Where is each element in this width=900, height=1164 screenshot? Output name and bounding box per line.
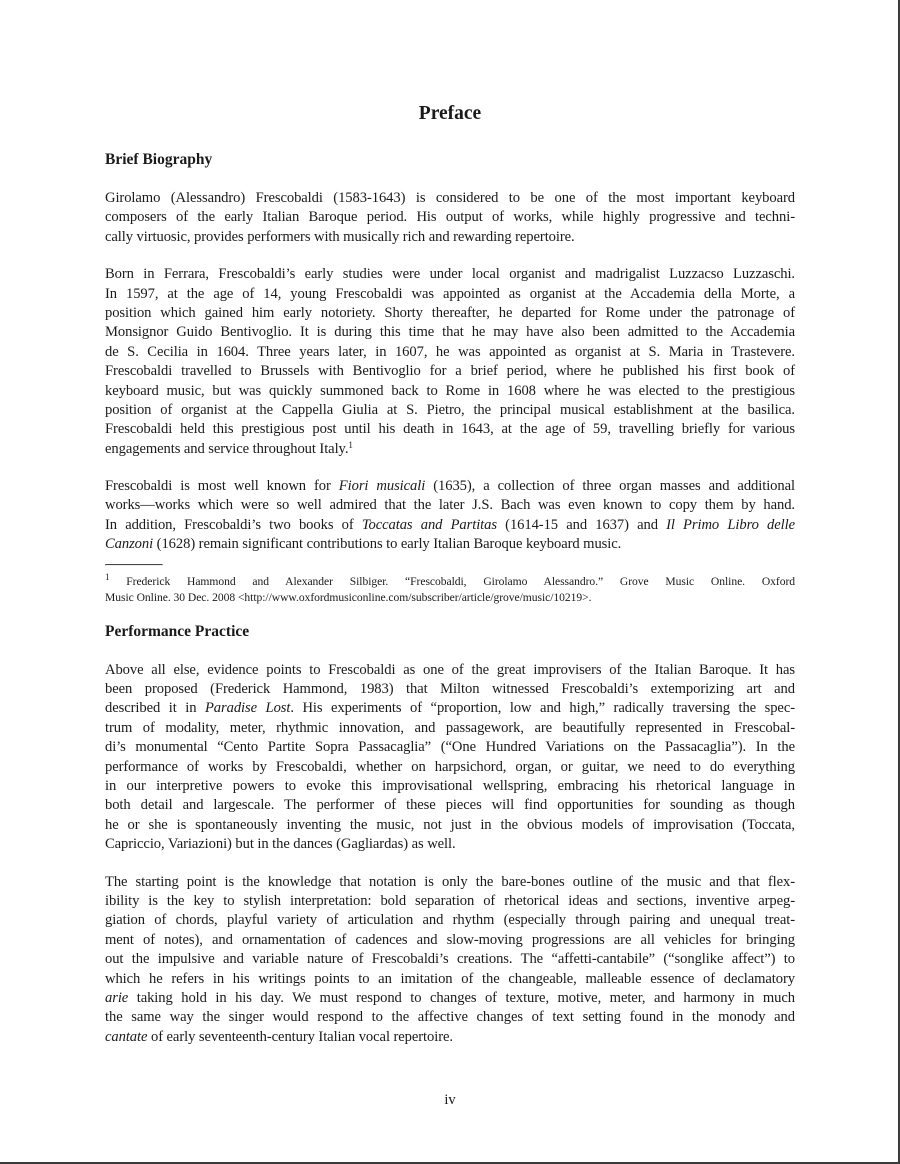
text-line: out the impulsive and variable nature of Frescobaldi’s creations. The “affetti-cantabile” (“songlike affect”) to [105, 951, 795, 968]
text-line: The starting point is the knowledge that notation is only the bare-bones outline of the music and that flex- [105, 873, 795, 890]
text-line: position of organist at the Cappella Giulia at S. Pietro, the principal musical establishment at the basilica. [105, 401, 795, 418]
italic-title: Fiori musicali [338, 478, 426, 495]
italic-title: Paradise Lost [204, 700, 291, 717]
text-line [105, 477, 795, 496]
italic-title: Il Primo Libro delle [666, 516, 795, 533]
text-run: (1635), a collection of three organ masses and additional [425, 478, 795, 495]
text-line: composers of the early Italian Baroque period. His output of works, while highly progressive and techni- [105, 209, 795, 226]
text-line: giation of chords, playful variety of articulation and rhythm (especially through pairing and unequal treat- [105, 912, 795, 929]
performance-paragraph-1 [105, 661, 795, 855]
italic-term: cantate [105, 1028, 148, 1045]
text-run: taking hold in his day. We must respond to changes of texture, motive, meter, and harmony in much [128, 989, 795, 1006]
text-run: of early seventeenth-century Italian vocal repertoire. [147, 1028, 453, 1045]
text-line: Born in Ferrara, Frescobaldi’s early studies were under local organist and madrigalist Luzzacso Luzzaschi. [105, 266, 795, 283]
text-line: trum of modality, meter, rhythmic innovation, and passagework, are beautifully represented in Frescobal- [105, 719, 795, 736]
text-line: performance of works by Frescobaldi, whether on harpsichord, organ, or guitar, we need to do everything [105, 758, 795, 775]
text-line: Above all else, evidence points to Frescobaldi as one of the great improvisers of the Italian Baroque. It has [105, 661, 795, 678]
biography-paragraph-3 [105, 477, 795, 555]
biography-paragraph-2 [105, 265, 795, 459]
text-line [105, 516, 795, 535]
text-run: Frederick Hammond and Alexander Silbiger. “Frescobaldi, Girolamo Alessandro.” Grove Music Online. Oxford [109, 574, 795, 588]
text-line: ibility is the key to stylish interpretation: bold separation of rhetorical ideas and sections, inventive arpeg- [105, 892, 795, 909]
text-line: Frescobaldi travelled to Brussels with Bentivoglio for a brief period, where he published his first book of [105, 363, 795, 380]
text-run: In addition, Frescobaldi’s two books of [105, 516, 362, 533]
page-body [105, 100, 795, 1140]
italic-title: Canzoni [105, 536, 154, 553]
text-run: Frescobaldi is most well known for [105, 478, 339, 495]
italic-title: Toccatas and Partitas [361, 516, 497, 533]
text-line [105, 440, 795, 459]
text-line: Girolamo (Alessandro) Frescobaldi (1583-1643) is considered to be one of the most important keyboard [105, 190, 795, 206]
text-line: cally virtuosic, provides performers with musically rich and rewarding repertoire. [105, 228, 575, 245]
section-heading-biography: Brief Biography [105, 151, 213, 168]
text-line: the same way the singer would respond to the affective changes of text setting found in the monody and [105, 1009, 795, 1026]
text-line [105, 1028, 795, 1047]
text-line: been proposed (Frederick Hammond, 1983) that Milton witnessed Frescobaldi’s extemporizing art and [105, 681, 795, 698]
text-line: both detail and largescale. The performer of these pieces will find opportunities for sounding as though [105, 797, 795, 814]
page-title: Preface [418, 103, 482, 124]
text-line: ment of notes), and ornamentation of cadences and slow-moving progressions are all vehicles for bringing [105, 931, 795, 948]
footnote-line [105, 571, 795, 591]
italic-term: arie [105, 989, 129, 1006]
text-line: Frescobaldi held this prestigious post until his death in 1643, at the age of 59, travelling briefly for various [105, 421, 795, 438]
footnote [105, 571, 795, 607]
text-line: di’s monumental “Cento Partite Sopra Passacaglia” (“One Hundred Variations on the Passacaglia”). In the [105, 739, 795, 756]
text-line: de S. Cecilia in 1604. Three years later, in 1607, he was appointed as organist at S. Maria in Trastevere. [105, 343, 795, 360]
section-heading-performance: Performance Practice [105, 622, 250, 640]
text-line: In 1597, at the age of 14, young Frescobaldi was appointed as organist at the Accademia della Morte, a [105, 285, 795, 302]
footnote-reference[interactable]: 1 [348, 439, 353, 450]
text-line: in our interpretive powers to evoke this improvisational wellspring, embracing his rhetorical language in [105, 777, 795, 794]
biography-paragraph-1 [105, 189, 795, 247]
text-line: position which gained him early notoriety. Shorty thereafter, he departed for Rome under the patronage of [105, 304, 795, 321]
text-line: keyboard music, but was quickly summoned back to Rome in 1608 where he was elected to the prestigious [105, 382, 795, 399]
text-line: which he refers in his writings points to an imitation of the changeable, malleable essence of declamatory [105, 970, 795, 987]
page-number: iv [444, 1092, 456, 1108]
text-line: Monsignor Guido Bentivoglio. It is during this time that he may have also been admitted to the Accademia [105, 324, 795, 341]
text-line: works—works which were so well admired that the later J.S. Bach was even known to copy them by hand. [105, 497, 795, 514]
text-line: Capriccio, Variazioni) but in the dances (Gagliardas) as well. [105, 836, 456, 853]
text-line: he or she is spontaneously inventing the music, not just in the obvious models of improvisation (Toccata, [105, 816, 795, 833]
text-line [105, 989, 795, 1008]
text-run: . His experiments of “proportion, low and high,” radically traversing the spec- [290, 700, 796, 717]
text-run: described it in [105, 700, 205, 717]
text-run: engagements and service throughout Italy. [105, 440, 349, 457]
text-line [105, 699, 795, 718]
footnote-mark: 1 [105, 571, 110, 582]
text-run: (1628) remain significant contributions to early Italian Baroque keyboard music. [153, 536, 622, 553]
footnote-line: Music Online. 30 Dec. 2008 <http://www.oxfordmusiconline.com/subscriber/article/grove/music/10219>. [105, 591, 592, 605]
performance-paragraph-2 [105, 873, 795, 1048]
text-line [105, 535, 795, 554]
text-run: (1614-15 and 1637) and [496, 516, 667, 533]
